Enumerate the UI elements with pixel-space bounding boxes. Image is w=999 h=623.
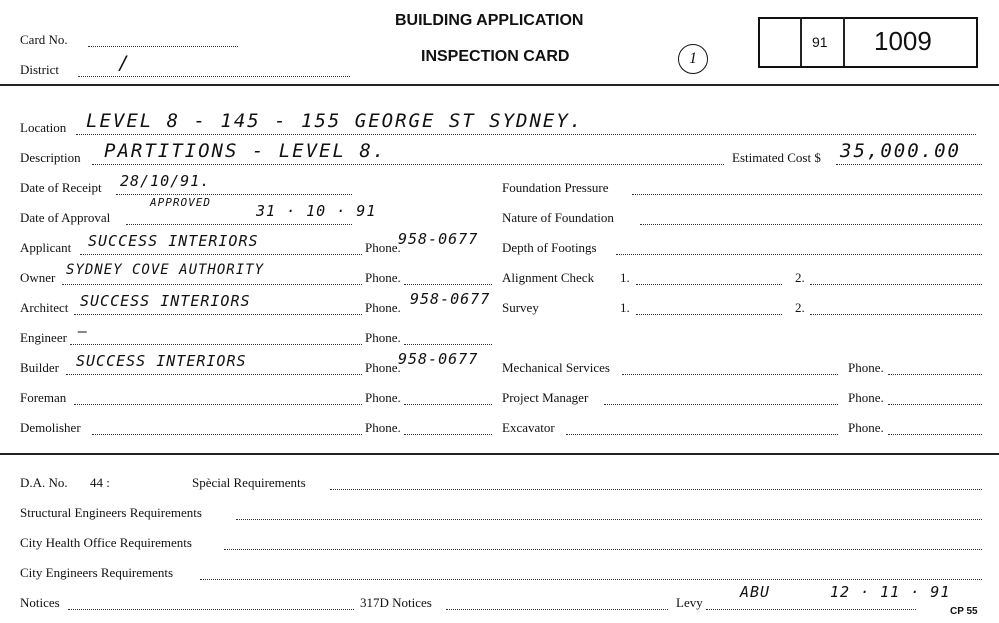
applicant-label: Applicant — [20, 240, 72, 255]
project-manager-phone-field[interactable] — [888, 404, 982, 405]
receipt-label: Date of Receipt — [20, 180, 102, 195]
demolisher-label: Demolisher — [20, 420, 81, 435]
depth-footings-label: Depth of Footings — [502, 240, 597, 255]
estimated-cost-value: 35,000.00 — [840, 140, 961, 162]
foundation-pressure-field[interactable] — [632, 194, 982, 195]
notices-317d-field[interactable] — [446, 609, 668, 610]
file-number-box — [758, 17, 978, 68]
excavator-label: Excavator — [502, 420, 555, 435]
owner-phone-field[interactable] — [404, 284, 492, 285]
builder-field[interactable] — [66, 374, 362, 375]
receipt-value: 28/10/91. — [120, 172, 211, 190]
form-code: CP 55 — [950, 606, 978, 617]
form-title-line2: INSPECTION CARD — [421, 48, 570, 65]
survey-label: Survey — [502, 300, 539, 315]
approval-stamp: APPROVED — [150, 196, 211, 209]
notices-field[interactable] — [68, 609, 354, 610]
foreman-field[interactable] — [74, 404, 362, 405]
builder-phone: 958-0677 — [398, 350, 479, 368]
special-label: Spècial Requirements — [192, 475, 306, 490]
applicant-phone-label: Phone. — [365, 240, 401, 255]
levy-value: ABU — [740, 583, 771, 601]
file-year: 91 — [812, 34, 828, 50]
levy-label: Levy — [676, 595, 703, 610]
description-field[interactable] — [92, 164, 724, 165]
mechanical-phone-field[interactable] — [888, 374, 982, 375]
builder-label: Builder — [20, 360, 59, 375]
project-manager-phone-label: Phone. — [848, 390, 884, 405]
file-number: 1009 — [874, 26, 932, 56]
receipt-field[interactable] — [116, 194, 352, 195]
foreman-phone-field[interactable] — [404, 404, 492, 405]
description-value: PARTITIONS - LEVEL 8. — [104, 140, 387, 162]
architect-phone-label: Phone. — [365, 300, 401, 315]
nature-foundation-label: Nature of Foundation — [502, 210, 614, 225]
engineers-label: City Engineers Requirements — [20, 565, 174, 580]
location-label: Location — [20, 120, 67, 135]
foreman-phone-label: Phone. — [365, 390, 401, 405]
builder-phone-label: Phone. — [365, 360, 401, 375]
estimated-cost-label: Estimated Cost $ — [732, 150, 821, 165]
da-value: 44 : — [90, 475, 110, 490]
builder-value: SUCCESS INTERIORS — [76, 352, 247, 370]
architect-phone: 958-0677 — [410, 290, 491, 308]
project-manager-label: Project Manager — [502, 390, 589, 405]
alignment-num2: 2. — [795, 270, 805, 285]
location-value: LEVEL 8 - 145 - 155 GEORGE ST SYDNEY. — [86, 110, 584, 132]
district-field[interactable] — [78, 76, 350, 77]
owner-label: Owner — [20, 270, 56, 285]
survey-num2: 2. — [795, 300, 805, 315]
excavator-field[interactable] — [566, 434, 838, 435]
demolisher-phone-field[interactable] — [404, 434, 492, 435]
engineers-field[interactable] — [200, 579, 982, 580]
alignment-num1: 1. — [620, 270, 630, 285]
engineer-label: Engineer — [20, 330, 67, 345]
structural-label: Structural Engineers Requirements — [20, 505, 202, 520]
depth-footings-field[interactable] — [616, 254, 982, 255]
engineer-field[interactable] — [70, 344, 362, 345]
approval-value: 31 · 10 · 91 — [256, 202, 377, 220]
applicant-phone: 958-0677 — [398, 230, 479, 248]
card-no-field[interactable] — [88, 46, 238, 47]
survey-num1: 1. — [620, 300, 630, 315]
health-field[interactable] — [224, 549, 982, 550]
excavator-phone-label: Phone. — [848, 420, 884, 435]
da-label: D.A. No. — [20, 475, 68, 490]
engineer-phone-label: Phone. — [365, 330, 401, 345]
survey-field-1[interactable] — [636, 314, 782, 315]
card-no-label: Card No. — [20, 32, 68, 47]
demolisher-phone-label: Phone. — [365, 420, 401, 435]
notices-label: Notices — [20, 595, 60, 610]
foundation-pressure-label: Foundation Pressure — [502, 180, 609, 195]
architect-field[interactable] — [74, 314, 362, 315]
owner-phone-label: Phone. — [365, 270, 401, 285]
survey-field-2[interactable] — [810, 314, 982, 315]
header-divider — [0, 84, 999, 86]
architect-label: Architect — [20, 300, 69, 315]
mechanical-field[interactable] — [622, 374, 838, 375]
circled-number: 1 — [678, 44, 708, 74]
nature-foundation-field[interactable] — [640, 224, 982, 225]
health-label: City Health Office Requirements — [20, 535, 192, 550]
project-manager-field[interactable] — [604, 404, 838, 405]
excavator-phone-field[interactable] — [888, 434, 982, 435]
mechanical-phone-label: Phone. — [848, 360, 884, 375]
owner-field[interactable] — [62, 284, 362, 285]
form-title-line1: BUILDING APPLICATION — [395, 12, 584, 29]
description-label: Description — [20, 150, 81, 165]
district-value: / — [118, 52, 132, 74]
approval-field[interactable] — [126, 224, 352, 225]
mechanical-label: Mechanical Services — [502, 360, 610, 375]
alignment-label: Alignment Check — [502, 270, 595, 285]
levy-field[interactable] — [706, 609, 916, 610]
approval-label: Date of Approval — [20, 210, 111, 225]
section-divider — [0, 453, 999, 455]
estimated-cost-field[interactable] — [836, 164, 982, 165]
structural-field[interactable] — [236, 519, 982, 520]
architect-value: SUCCESS INTERIORS — [80, 292, 251, 310]
location-field[interactable] — [76, 134, 976, 135]
alignment-field-1[interactable] — [636, 284, 782, 285]
engineer-value: — — [78, 322, 89, 340]
applicant-value: SUCCESS INTERIORS — [88, 232, 259, 250]
engineer-phone-field[interactable] — [404, 344, 492, 345]
demolisher-field[interactable] — [92, 434, 362, 435]
notices-317d-label: 317D Notices — [360, 595, 432, 610]
levy-date: 12 · 11 · 91 — [830, 583, 951, 601]
foreman-label: Foreman — [20, 390, 67, 405]
alignment-field-2[interactable] — [810, 284, 982, 285]
owner-value: SYDNEY COVE AUTHORITY — [66, 262, 265, 278]
district-label: District — [20, 62, 59, 77]
applicant-field[interactable] — [80, 254, 362, 255]
special-field[interactable] — [330, 489, 982, 490]
